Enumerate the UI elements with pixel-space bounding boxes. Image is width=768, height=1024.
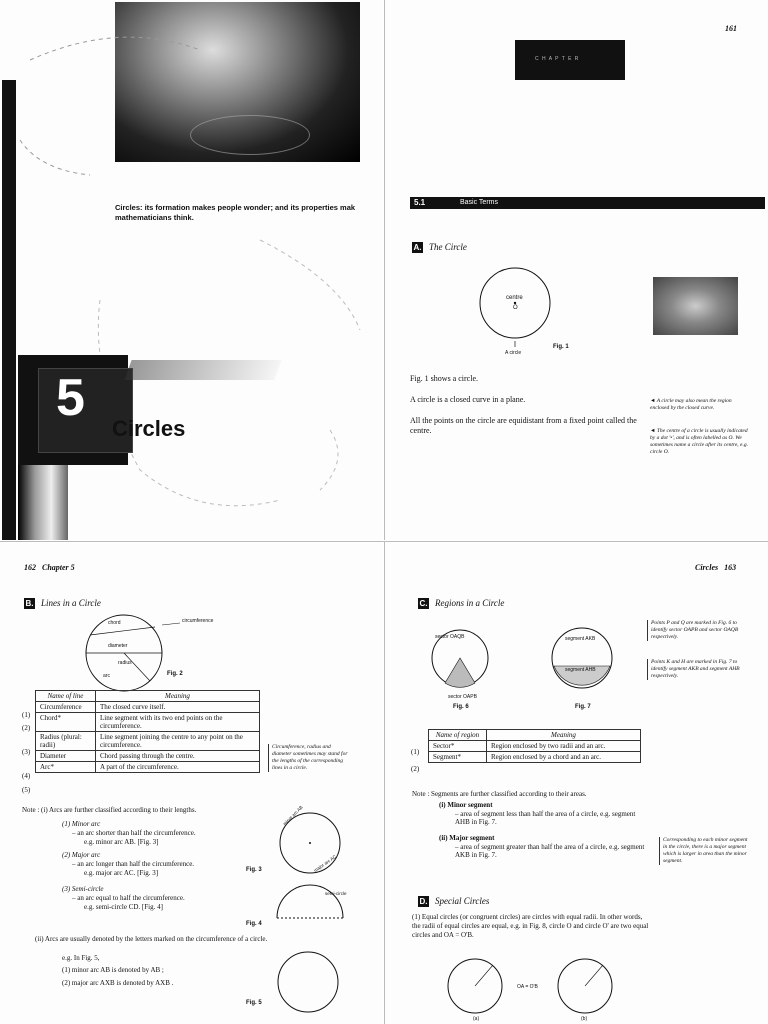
subsection-b-heading	[24, 593, 101, 611]
fig1-label: Fig. 1	[553, 344, 569, 350]
fig6-sector-oaqb-label: sector OAQB	[435, 634, 465, 640]
row-number: (2)	[22, 724, 31, 732]
fig2-lines-diagram	[80, 613, 220, 693]
page-header: Circles 163	[695, 563, 737, 572]
line-meaning: Line segment joining the centre to any point on the circumference.	[96, 732, 260, 751]
minor-segment-def: – area of segment less than half the area of a circle, e.g. segment AHB in Fig. 7.	[455, 810, 636, 826]
chapter-title: Circles	[112, 416, 186, 441]
table-row	[36, 751, 260, 762]
row-number: (3)	[22, 748, 31, 756]
subsection-d-heading	[418, 891, 489, 909]
chapter-badge	[515, 40, 625, 80]
side-note-lengths: Circumference, radius and diameter sometimes may stand for the lengths of the corresponding lines in a circle.	[268, 744, 348, 772]
definition-text: A circle is a closed curve in a plane.	[410, 395, 526, 404]
note-ii-minor: (1) minor arc AB is denoted by AB ;	[62, 966, 164, 974]
fig5-label: Fig. 5	[246, 1000, 262, 1006]
minor-arc-def: – an arc shorter than half the circumference.	[72, 829, 196, 837]
major-arc-eg: e.g. major arc AC. [Fig. 3]	[84, 869, 159, 877]
fig4-label: Fig. 4	[246, 921, 262, 927]
line-meaning: Chord passing through the centre.	[96, 751, 260, 762]
regions-table	[428, 729, 641, 763]
fig1-acircle-label: A circle	[505, 350, 522, 356]
subsection-a-heading	[412, 237, 467, 255]
table-header-row	[429, 730, 641, 741]
table-header-meaning: Meaning	[96, 691, 260, 702]
minor-arc-heading: (1) Minor arc	[62, 820, 101, 828]
major-segment-def: – area of segment greater than half the area of a circle, e.g. segment AKB in Fig. 7.	[455, 843, 645, 859]
quote-text: Circles: its formation makes people wonder; and its properties mak mathematicians think.	[115, 203, 356, 222]
line-name: Arc*	[36, 762, 96, 773]
fig2-label: Fig. 2	[167, 671, 183, 677]
fig8a-label: (a)	[473, 1016, 480, 1022]
special-circles-text: (1) Equal circles (or congruent circles) are circles with equal radii. In other words, the radii of equal circles are equal, e.g. in Fig. 8, circle O and circle O' are two equal circles and OA = O'B.	[412, 913, 649, 939]
subsection-letter: D.	[419, 897, 428, 906]
major-segment-heading: (ii) Major segment	[439, 834, 495, 842]
table-row	[429, 752, 641, 763]
fig8b-label: (b)	[581, 1016, 588, 1022]
fig4-semicircle-diagram	[272, 883, 352, 923]
fig1-circle-diagram	[475, 265, 655, 365]
note-ii-eg: e.g. In Fig. 5,	[62, 954, 100, 962]
section-title: Basic Terms	[460, 199, 498, 206]
minor-segment-heading: (i) Minor segment	[439, 801, 493, 809]
region-name: Sector*	[429, 741, 487, 752]
fig7-segment-akb-label: segment AKB	[565, 636, 596, 642]
side-note-segments: Points K and H are marked in Fig. 7 to identify segment AKB and segment AHB respectively.	[647, 659, 747, 680]
row-number: (2)	[411, 765, 420, 773]
fig2-diameter-label: diameter	[108, 643, 128, 649]
table-header-row	[36, 691, 260, 702]
fig1-text: Fig. 1 shows a circle.	[410, 374, 478, 383]
side-note-region: ◄ A circle may also mean the region enclosed by the closed curve.	[650, 398, 732, 411]
region-meaning: Region enclosed by two radii and an arc.	[487, 741, 641, 752]
side-note-minor-major: Corresponding to each minor segment in the circle, there is a major segment which is larger in area than the minor segment.	[659, 837, 751, 865]
section-number: 5.1	[414, 198, 426, 207]
major-arc-def: – an arc longer than half the circumference.	[72, 860, 195, 868]
fig3-major-arc-label: major arc AC	[312, 853, 338, 874]
fig2-chord-label: chord	[108, 620, 121, 626]
table-row	[429, 741, 641, 752]
table-header-name: Name of region	[429, 730, 487, 741]
table-header-name: Name of line	[36, 691, 96, 702]
table-header-meaning: Meaning	[487, 730, 641, 741]
page-161-left	[0, 0, 383, 540]
subsection-letter: A.	[413, 243, 422, 252]
table-row	[36, 732, 260, 751]
fig3-arcs-diagram	[270, 798, 350, 878]
semicircle-eg: e.g. semi-circle CD. [Fig. 4]	[84, 903, 163, 911]
line-name: Diameter	[36, 751, 96, 762]
row-number: (4)	[22, 772, 31, 780]
subsection-letter: C.	[419, 599, 428, 608]
page-163	[385, 543, 768, 1024]
fig2-radius-label: radius	[118, 660, 132, 666]
fig1-centre-label: centre	[506, 295, 523, 301]
row-number: (1)	[22, 711, 31, 719]
line-meaning: Line segment with its two end points on the circumference.	[96, 713, 260, 732]
line-name: Chord*	[36, 713, 96, 732]
subsection-letter: B.	[25, 599, 34, 608]
line-meaning: A part of the circumference.	[96, 762, 260, 773]
subsection-title: Regions in a Circle	[435, 598, 505, 608]
fig8-equation-label: OA = O'B	[517, 984, 538, 990]
semicircle-heading: (3) Semi-circle	[62, 885, 104, 893]
side-note-sectors: Points P and Q are marked in Fig. 6 to identify sector OAPB and sector OAQB respectively.	[647, 620, 747, 641]
fig1-o-label: O	[513, 305, 518, 311]
regions-note: Note : Segments are further classified according to their areas.	[412, 790, 587, 798]
fig2-arc-label: arc	[103, 673, 110, 679]
page-number: 161	[725, 24, 737, 33]
region-name: Segment*	[429, 752, 487, 763]
semicircle-def: – an arc equal to half the circumference.	[72, 894, 185, 902]
line-name: Circumference	[36, 702, 96, 713]
subsection-title: The Circle	[429, 242, 467, 252]
note-ii-text: (ii) Arcs are usually denoted by the letters marked on the circumference of a circle.	[35, 935, 268, 943]
chapter-number: 5	[56, 369, 85, 427]
fig6-sector-oapb-label: sector OAPB	[448, 694, 477, 700]
fig7-label: Fig. 7	[575, 704, 591, 710]
swoosh-decoration	[124, 360, 281, 380]
line-meaning: The closed curve itself.	[96, 702, 260, 713]
fig6-label: Fig. 6	[453, 704, 469, 710]
line-name: Radius (plural: radii)	[36, 732, 96, 751]
row-number: (1)	[411, 748, 420, 756]
boy-boat-photo	[653, 277, 738, 335]
note-i-text: Note : (i) Arcs are further classified according to their lengths.	[22, 806, 197, 814]
page-161-right	[385, 0, 768, 540]
section-bar	[410, 197, 765, 209]
chapter-badge-text: C H A P T E R	[535, 56, 580, 62]
fig5-arc-notation-diagram	[272, 940, 352, 1024]
subsection-title: Lines in a Circle	[41, 598, 101, 608]
region-meaning: Region enclosed by a chord and an arc.	[487, 752, 641, 763]
minor-arc-eg: e.g. minor arc AB. [Fig. 3]	[84, 838, 159, 846]
cylinder-graphic	[18, 465, 68, 540]
table-row	[36, 762, 260, 773]
fig3-label: Fig. 3	[246, 867, 262, 873]
page-162	[0, 543, 383, 1024]
centre-text: All the points on the circle are equidistant from a fixed point called the centre.	[410, 416, 637, 435]
major-arc-heading: (2) Major arc	[62, 851, 101, 859]
table-row	[36, 702, 260, 713]
table-row	[36, 713, 260, 732]
lines-table	[35, 690, 260, 773]
subsection-c-heading	[418, 593, 504, 611]
fig7-segment-ahb-label: segment AHB	[565, 667, 596, 673]
note-ii-major: (2) major arc AXB is denoted by AXB .	[62, 979, 174, 987]
fig4-semicircle-label: semi-circle	[325, 891, 347, 896]
subsection-title: Special Circles	[435, 896, 490, 906]
side-note-centre: ◄ The centre of a circle is usually indicated by a dot '•', and is often labelled as O. We sometimes name a circle after its centre, e.g. circle O.	[650, 428, 748, 455]
left-black-bar	[2, 80, 16, 540]
fig2-circumference-label: circumference	[182, 618, 214, 624]
fig7-segment-diagram	[547, 623, 617, 693]
fig3-minor-arc-label: minor arc AB	[282, 804, 304, 827]
row-number: (5)	[22, 786, 31, 794]
page-header: 162 Chapter 5	[24, 563, 75, 572]
